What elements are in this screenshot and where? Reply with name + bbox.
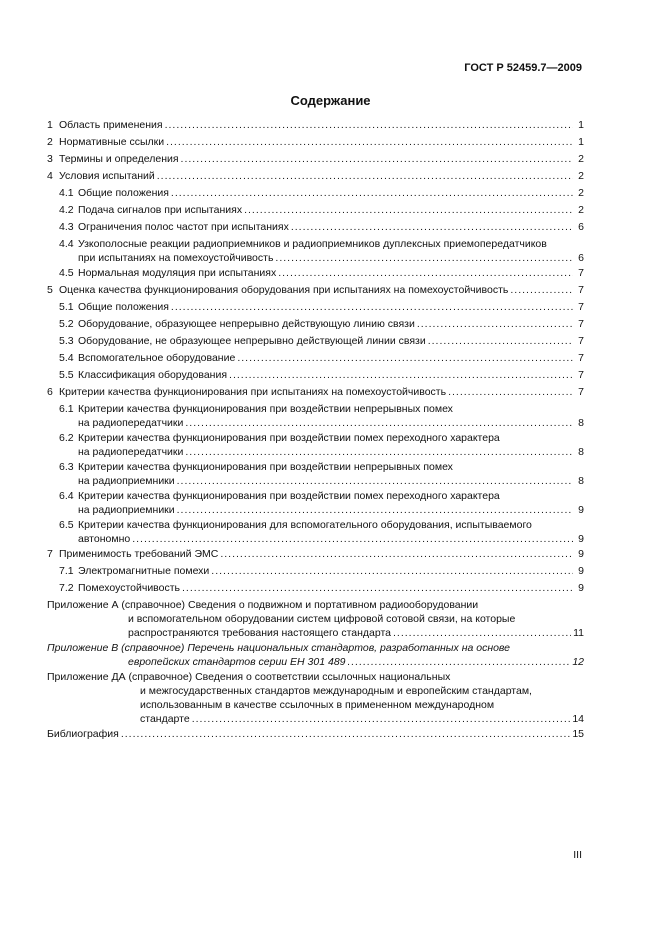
appendix-label: Приложение А (справочное) bbox=[47, 599, 186, 611]
appendix-title-line4: стандарте bbox=[140, 713, 190, 725]
leader-dots bbox=[192, 712, 571, 726]
toc-num: 5.3 bbox=[59, 335, 74, 347]
leader-dots bbox=[121, 727, 570, 741]
toc-appendix-b[interactable] bbox=[47, 641, 584, 669]
toc-title: Общие положения bbox=[78, 301, 169, 313]
toc-title-line1: Критерии качества функционирования при воздействии непрерывных помех bbox=[78, 461, 453, 473]
toc-page: 1 bbox=[578, 119, 584, 131]
toc-num: 6.4 bbox=[59, 490, 74, 502]
appendix-label: Приложение ДА (справочное) bbox=[47, 671, 193, 683]
toc-title-line2: на радиоприемники bbox=[78, 504, 175, 516]
toc-page: 7 bbox=[578, 386, 584, 398]
toc-entry-7-2[interactable] bbox=[47, 581, 584, 595]
toc-num: 7 bbox=[47, 548, 53, 560]
leader-dots bbox=[132, 532, 573, 546]
toc-page: 9 bbox=[578, 565, 584, 577]
toc-entry-3[interactable] bbox=[47, 152, 584, 166]
toc-title: Термины и определения bbox=[59, 153, 179, 165]
leader-dots bbox=[211, 564, 573, 578]
appendix-title-line1: Перечень национальных стандартов, разработанных на основе bbox=[187, 642, 511, 654]
toc-title-line1: Критерии качества функционирования при воздействии непрерывных помех bbox=[78, 403, 453, 415]
toc-num: 1 bbox=[47, 119, 53, 131]
toc-page: 11 bbox=[573, 627, 584, 639]
toc-num: 5.4 bbox=[59, 352, 74, 364]
toc-page: 7 bbox=[578, 284, 584, 296]
toc-title-line1: Критерии качества функционирования при воздействии помех переходного характера bbox=[78, 490, 500, 502]
appendix-title-line3: использованным в качестве ссылочных в примененном международном bbox=[140, 699, 495, 711]
toc-title: Оборудование, не образующее непрерывно действующей линии связи bbox=[78, 335, 426, 347]
toc-num: 4.2 bbox=[59, 204, 74, 216]
toc-title-line1: Критерии качества функционирования для вспомогательного оборудования, испытываемого bbox=[78, 519, 532, 531]
toc-title: Оценка качества функционирования оборудования при испытаниях на помехоустойчивость bbox=[59, 284, 509, 296]
appendix-title-line3: распространяются требования настоящего стандарта bbox=[128, 627, 392, 639]
toc-entry-6-3[interactable] bbox=[47, 460, 584, 488]
toc-page: 2 bbox=[578, 187, 584, 199]
toc-title-line1: Критерии качества функционирования при воздействии помех переходного характера bbox=[78, 432, 500, 444]
toc-page: 9 bbox=[578, 504, 584, 516]
toc-bibliography[interactable] bbox=[47, 727, 584, 741]
toc-entry-5-3[interactable] bbox=[47, 334, 584, 348]
toc-entry-7-1[interactable] bbox=[47, 564, 584, 578]
toc-entry-7[interactable] bbox=[47, 547, 584, 561]
toc-entry-4[interactable] bbox=[47, 169, 584, 183]
toc-page: 2 bbox=[578, 170, 584, 182]
toc-page: 9 bbox=[578, 582, 584, 594]
toc-entry-5-4[interactable] bbox=[47, 351, 584, 365]
leader-dots bbox=[291, 220, 573, 234]
leader-dots bbox=[185, 416, 573, 430]
toc-entry-4-3[interactable] bbox=[47, 220, 584, 234]
toc-title: Ограничения полос частот при испытаниях bbox=[78, 221, 289, 233]
leader-dots bbox=[177, 474, 573, 488]
toc-page: 6 bbox=[578, 221, 584, 233]
toc-title: Помехоустойчивость bbox=[78, 582, 181, 594]
toc-title-line2: автономно bbox=[78, 533, 131, 545]
toc-title-line2: при испытаниях на помехоустойчивость bbox=[78, 252, 274, 264]
toc-entry-5-2[interactable] bbox=[47, 317, 584, 331]
toc-entry-5[interactable] bbox=[47, 283, 584, 297]
appendix-title-line2: европейских стандартов серии ЕН 301 489 bbox=[128, 656, 346, 668]
toc-title: Общие положения bbox=[78, 187, 169, 199]
leader-dots bbox=[185, 445, 573, 459]
page-title: Содержание bbox=[290, 93, 371, 108]
toc-page: 2 bbox=[578, 204, 584, 216]
leader-dots bbox=[157, 169, 573, 183]
toc-title-line1: Узкополосные реакции радиоприемников и радиоприемников дуплексных приемопередатчиков bbox=[78, 238, 547, 250]
leader-dots bbox=[171, 186, 573, 200]
toc-entry-4-5[interactable] bbox=[47, 266, 584, 280]
toc-title: Классификация оборудования bbox=[78, 369, 228, 381]
toc-page: 8 bbox=[578, 417, 584, 429]
leader-dots bbox=[237, 351, 573, 365]
toc-title: Подача сигналов при испытаниях bbox=[78, 204, 243, 216]
toc-num: 3 bbox=[47, 153, 53, 165]
toc-page: 8 bbox=[578, 475, 584, 487]
toc-page: 1 bbox=[578, 136, 584, 148]
toc-page: 7 bbox=[578, 369, 584, 381]
toc-num: 6.5 bbox=[59, 519, 74, 531]
page-number: III bbox=[573, 849, 582, 861]
toc-title-line2: на радиопередатчики bbox=[78, 446, 184, 458]
toc-page: 9 bbox=[578, 533, 584, 545]
toc-page: 7 bbox=[578, 335, 584, 347]
toc-page: 12 bbox=[572, 656, 584, 668]
toc-num: 6 bbox=[47, 386, 53, 398]
toc-num: 5.2 bbox=[59, 318, 74, 330]
leader-dots bbox=[244, 203, 573, 217]
toc-title: Электромагнитные помехи bbox=[78, 565, 210, 577]
toc-title: Нормативные ссылки bbox=[59, 136, 165, 148]
leader-dots bbox=[417, 317, 573, 331]
toc-page: 7 bbox=[578, 318, 584, 330]
toc-num: 7.2 bbox=[59, 582, 74, 594]
toc-page: 8 bbox=[578, 446, 584, 458]
leader-dots bbox=[166, 135, 573, 149]
leader-dots bbox=[393, 626, 571, 640]
toc-num: 6.2 bbox=[59, 432, 74, 444]
toc-page: 15 bbox=[572, 728, 584, 740]
leader-dots bbox=[510, 283, 573, 297]
toc-num: 6.3 bbox=[59, 461, 74, 473]
toc-page: 14 bbox=[572, 713, 584, 725]
toc-page: 7 bbox=[578, 352, 584, 364]
toc-entry-6-1[interactable] bbox=[47, 402, 584, 430]
toc-entry-5-1[interactable] bbox=[47, 300, 584, 314]
toc-title: Библиография bbox=[47, 728, 119, 740]
toc-entry-2[interactable] bbox=[47, 135, 584, 149]
toc-page: 6 bbox=[578, 252, 584, 264]
toc-entry-6-2[interactable] bbox=[47, 431, 584, 459]
toc-entry-6[interactable] bbox=[47, 385, 584, 399]
toc-num: 7.1 bbox=[59, 565, 74, 577]
leader-dots bbox=[165, 118, 573, 132]
leader-dots bbox=[229, 368, 573, 382]
toc-entry-6-5[interactable] bbox=[47, 518, 584, 546]
toc-page: 9 bbox=[578, 548, 584, 560]
toc-entry-1[interactable] bbox=[47, 118, 584, 132]
toc-num: 4.4 bbox=[59, 238, 74, 250]
appendix-title-line2: и вспомогательном оборудовании систем цифровой сотовой связи, на которые bbox=[128, 613, 516, 625]
toc-entry-6-4[interactable] bbox=[47, 489, 584, 517]
toc-num: 4.3 bbox=[59, 221, 74, 233]
toc-num: 4.1 bbox=[59, 187, 74, 199]
appendix-title-line1: Сведения о подвижном и портативном радиооборудовании bbox=[187, 599, 479, 611]
toc-title: Оборудование, образующее непрерывно действующую линию связи bbox=[78, 318, 415, 330]
document-code: ГОСТ Р 52459.7—2009 bbox=[464, 62, 582, 74]
leader-dots bbox=[275, 251, 573, 265]
leader-dots bbox=[181, 152, 573, 166]
toc-num: 2 bbox=[47, 136, 53, 148]
toc-entry-4-4[interactable] bbox=[47, 237, 584, 265]
leader-dots bbox=[220, 547, 573, 561]
toc-entry-4-2[interactable] bbox=[47, 203, 584, 217]
toc-entry-4-1[interactable] bbox=[47, 186, 584, 200]
toc-num: 6.1 bbox=[59, 403, 74, 415]
leader-dots bbox=[448, 385, 573, 399]
toc-title: Область применения bbox=[59, 119, 163, 131]
leader-dots bbox=[348, 655, 571, 669]
toc-title: Критерии качества функционирования при испытаниях на помехоустойчивость bbox=[59, 386, 447, 398]
leader-dots bbox=[278, 266, 573, 280]
toc-page: 2 bbox=[578, 153, 584, 165]
toc-title: Вспомогательное оборудование bbox=[78, 352, 236, 364]
appendix-label: Приложение В (справочное) bbox=[47, 642, 185, 654]
appendix-title-line2: и межгосударственных стандартов международным и европейским стандартам, bbox=[140, 685, 532, 697]
toc-title: Условия испытаний bbox=[59, 170, 155, 182]
toc-entry-5-5[interactable] bbox=[47, 368, 584, 382]
toc-title: Нормальная модуляция при испытаниях bbox=[78, 267, 277, 279]
leader-dots bbox=[177, 503, 573, 517]
toc-num: 5.5 bbox=[59, 369, 74, 381]
table-of-contents bbox=[47, 118, 584, 744]
leader-dots bbox=[171, 300, 573, 314]
leader-dots bbox=[182, 581, 573, 595]
toc-title-line2: на радиопередатчики bbox=[78, 417, 184, 429]
toc-num: 4 bbox=[47, 170, 53, 182]
toc-num: 5 bbox=[47, 284, 53, 296]
leader-dots bbox=[428, 334, 573, 348]
toc-num: 4.5 bbox=[59, 267, 74, 279]
toc-num: 5.1 bbox=[59, 301, 74, 313]
toc-page: 7 bbox=[578, 267, 584, 279]
toc-page: 7 bbox=[578, 301, 584, 313]
toc-title: Применимость требований ЭМС bbox=[59, 548, 219, 560]
appendix-title-line1: Сведения о соответствии ссылочных национальных bbox=[195, 671, 451, 683]
toc-appendix-da[interactable] bbox=[47, 670, 584, 726]
toc-title-line2: на радиоприемники bbox=[78, 475, 175, 487]
toc-appendix-a[interactable] bbox=[47, 598, 584, 640]
